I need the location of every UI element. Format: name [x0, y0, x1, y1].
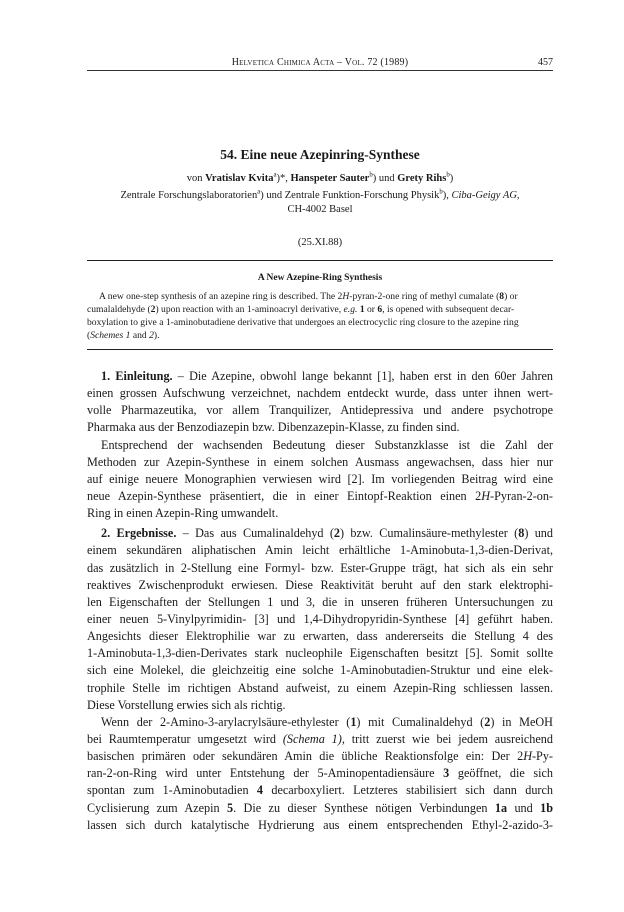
received-date: (25.XI.88)	[297, 237, 343, 248]
author-rihs-mark: )	[449, 173, 454, 184]
author-rihs: Grety Rihs	[397, 173, 447, 184]
abstract-text	[87, 290, 553, 342]
journal-title: Helvetica Chimica Acta – Vol. 72 (1989)	[231, 57, 409, 68]
affiliation-a: Zentrale Forschungslaboratorien	[120, 190, 258, 201]
section-2-line-9: sich eine Molekel, die gleichzeitig eine solche 1-Aminobutadien-Struktur und eine elek-	[87, 663, 553, 678]
affiliation-b-sup: b	[439, 188, 443, 196]
section-2-line-17: Cyclisierung zum Azepin 5. Die zu dieser Synthese nötigen Verbindungen 1a und 1b	[87, 800, 554, 815]
section-2-line-18: lassen sich durch katalytische Hydrierung aus einem entsprechenden Ethyl-2-azido-3-	[87, 817, 553, 832]
section-1-line-9: Ring in einen Azepin-Ring umwandelt.	[87, 506, 279, 521]
abstract-line-2: cumalaldehyde (2) upon reaction with an 1-aminoacryl derivative, e.g. 1 or 6, is opened with subsequent decar-	[87, 304, 515, 315]
author-kvita-sup: a	[273, 171, 277, 179]
section-1-line-4: Pharmaka aus der Benzodiazepin bzw. Dibenzazepin-Klasse, zu finden sind.	[87, 420, 460, 435]
author-sauter-sup: b	[369, 171, 373, 179]
section-2-line-15: ran-2-on-Ring wird unter Entstehung der 5-Aminopentadiensäure 3 geöffnet, die sich	[87, 766, 553, 781]
section-2-line-6: einer neuen 5-Vinylpyrimidin- [3] und 1,4-Dihydropyridin-Synthese [4] geführt haben.	[87, 611, 553, 626]
affiliation-a-sup: a	[257, 188, 261, 196]
abstract-rule-top	[87, 260, 553, 261]
running-head	[87, 56, 553, 70]
section-heading-ergebnisse: 2. Ergebnisse.	[101, 526, 177, 541]
author-sauter: Hanspeter Sauter	[290, 173, 370, 184]
abstract-line-4: (Schemes 1 and 2).	[87, 330, 160, 341]
section-1-line-3: volle Pharmazeutika, vor allem Tranquilizer, Antidepressiva und andere psychotrope	[87, 403, 553, 418]
section-1-line-7: auf einige neuere Monographien verwiesen wird [2]. Im vorliegenden Beitrag wird eine	[87, 471, 553, 486]
section-2-line-2: einem sekundären aliphatischen Amin leicht erhältliche 1-Aminobuta-1,3-dien-Derivat,	[87, 543, 553, 558]
author-kvita: Vratislav Kvita	[205, 173, 274, 184]
section-2-line-7: Angesichts dieser Elektrophilie war zu erwarten, dass andererseits die Stellung 4 des	[87, 629, 553, 644]
abstract-title: A New Azepine-Ring Synthesis	[257, 273, 383, 283]
section-2-line-10: trophile Stelle im richtigen Abstand aufweist, zu einem Azepin-Ring schliessen lassen.	[87, 680, 553, 695]
section-2-line-11: Diese Vorstellung erwies sich als richtig.	[87, 697, 286, 712]
section-2-line-13: bei Raumtemperatur umgesetzt wird (Schema 1), tritt zuerst wie bei jedem ausreichend	[87, 731, 553, 746]
author-rihs-sup: b	[446, 171, 450, 179]
section-1-line-2: einen grossen Aufschwung verzeichnet, nachdem entdeckt wurde, dass unter ihnen wert-	[87, 386, 553, 401]
author-line	[87, 172, 553, 186]
section-2-line-3: das zusätzlich in 2-Stellung eine Formyl- bzw. Ester-Gruppe trägt, hat sich als ein sehr	[87, 560, 553, 575]
affiliation-line-2: CH-4002 Basel	[287, 204, 353, 215]
section-2-line-1: 2. Ergebnisse. – Das aus Cumalinaldehyd (2) bzw. Cumalinsäure-methylester (8) und	[101, 526, 553, 541]
section-1-line-6: Methoden zur Azepin-Synthese in einem solchen Ausmass angewachsen, dass hier nur	[87, 454, 553, 469]
author-kvita-mark: )*,	[276, 173, 291, 184]
section-heading-einleitung: 1. Einleitung.	[101, 369, 173, 383]
section-1-line-8: neue Azepin-Synthese präsentiert, die in einer Eintopf-Reaktion einen 2H-Pyran-2-on-	[87, 488, 553, 503]
affiliation	[87, 189, 553, 217]
affiliation-line-1	[120, 190, 519, 201]
affiliation-company: Ciba-Geigy AG,	[451, 190, 520, 201]
section-2-line-8: 1-Aminobuta-1,3-dien-Derivates stark nucleophile Eigenschaften besitzt [5]. Somit sollte	[87, 646, 553, 661]
header-rule	[87, 70, 553, 71]
section-2-line-12: Wenn der 2-Amino-3-arylacrylsäure-ethylester (1) mit Cumalinaldehyd (2) in MeOH	[101, 714, 553, 729]
section-2-line-16: spontan zum 1-Aminobutadien 4 decarboxyliert. Letzteres stabilisiert sich dann durch	[87, 783, 553, 798]
affiliation-c: ),	[442, 190, 452, 201]
body-text	[87, 368, 553, 834]
abstract-line-3: boxylation to give a 1-aminobutadiene derivative that undergoes an electrocyclic ring closure to the azepine ring	[87, 317, 519, 328]
section-1-line-5: Entsprechend der wachsenden Bedeutung dieser Substanzklasse ist die Zahl der	[101, 437, 553, 452]
author-sauter-mark: ) und	[372, 173, 398, 184]
affiliation-b: ) und Zentrale Funktion-Forschung Physik	[260, 190, 440, 201]
abstract-rule-bottom	[87, 349, 553, 350]
article-title: 54. Eine neue Azepinring-Synthese	[220, 147, 420, 162]
section-2-line-4: reaktives Zwischenprodukt erwiesen. Diese Reaktivität beruht auf den stark elektrophi-	[87, 577, 553, 592]
page-number: 457	[538, 57, 553, 68]
section-2-line-5: len Eigenschaften der Stellungen 1 und 3, die in unseren früheren Untersuchungen zu	[87, 594, 553, 609]
abstract-line-1: A new one-step synthesis of an azepine ring is described. The 2H-pyran-2-one ring of methyl cumalate (8) or	[99, 291, 518, 302]
author-prefix: von	[186, 173, 203, 184]
section-1-line-1: 1. Einleitung. – Die Azepine, obwohl lange bekannt [1], haben erst in den 60er Jahren	[101, 369, 554, 383]
section-2-line-14: basischen primären oder sekundären Amin die übliche Reaktionsfolge ein: Der 2H-Py-	[87, 749, 553, 764]
